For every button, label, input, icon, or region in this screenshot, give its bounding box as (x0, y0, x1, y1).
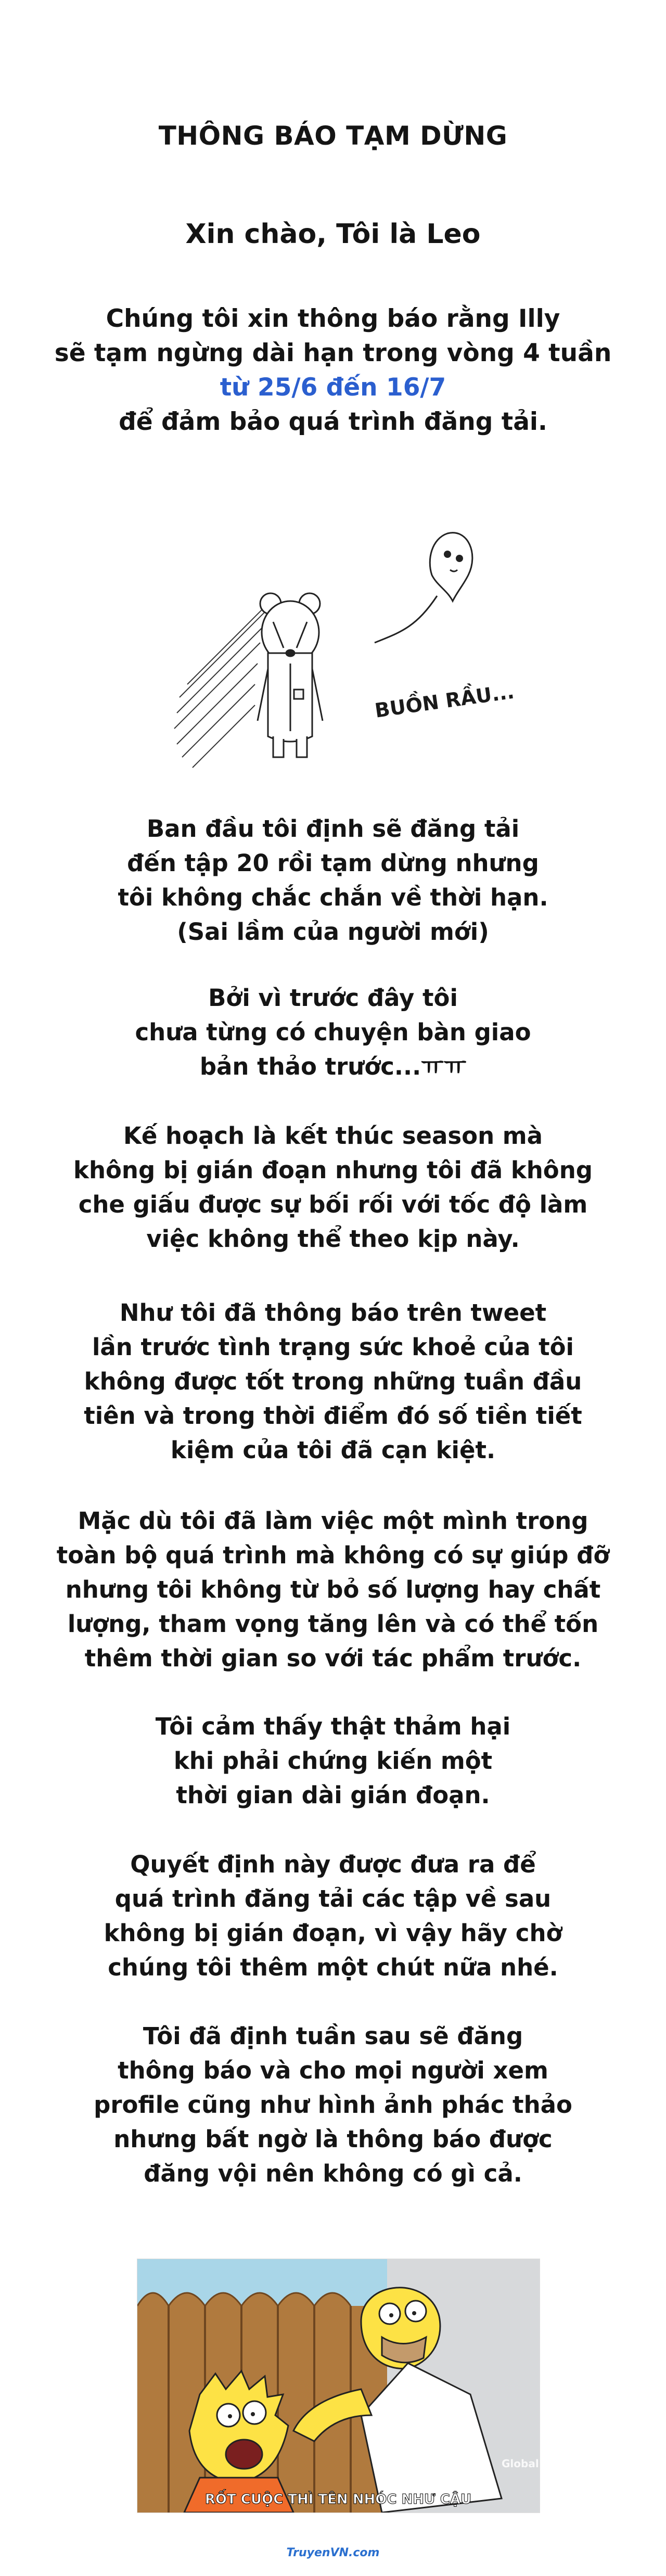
intro-dates: từ 25/6 đến 16/7 (220, 373, 446, 402)
paragraph-line: Kế hoạch là kết thúc season mà (123, 1122, 543, 1150)
title-text: THÔNG BÁO TẠM DỪNG (158, 121, 508, 151)
paragraph-line: thêm thời gian so với tác phẩm trước. (84, 1644, 582, 1672)
paragraph-2 (0, 981, 666, 1084)
paragraph-line: nhưng tôi không từ bỏ số lượng hay chất (65, 1576, 601, 1603)
sad-bear-illustration (156, 513, 520, 783)
paragraph-line: lượng, tham vọng tăng lên và có thể tốn (67, 1610, 599, 1638)
scene-subtitle: RỐT CUỘC THÌ TÊN NHÓC NHƯ CẬU (204, 2492, 472, 2507)
paragraph-line: Tôi đã định tuần sau sẽ đăng (143, 2022, 523, 2050)
paragraph-line: không bị gián đoạn, vì vậy hãy chờ (104, 1919, 562, 1947)
paragraph-1 (0, 812, 666, 949)
paragraph-7 (0, 1847, 666, 1985)
paragraph-line: không bị gián đoạn nhưng tôi đã không (73, 1156, 593, 1184)
paragraph-line: toàn bộ quá trình mà không có sự giúp đỡ (56, 1541, 610, 1569)
paragraph-line: thông báo và cho mọi người xem (118, 2057, 548, 2084)
paragraph-line: Bởi vì trước đây tôi (208, 984, 458, 1012)
paragraph-line: không được tốt trong những tuần đầu (84, 1368, 582, 1395)
greeting-text: Xin chào, Tôi là Leo (185, 219, 481, 250)
paragraph-line: che giấu được sự bối rối với tốc độ làm (78, 1191, 588, 1218)
paragraph-line: tiên và trong thời điểm đó số tiền tiết (84, 1402, 582, 1430)
paragraph-line: Như tôi đã thông báo trên tweet (119, 1299, 547, 1327)
paragraph-line: Mặc dù tôi đã làm việc một mình trong (78, 1507, 588, 1535)
paragraph-line: đăng vội nên không có gì cả. (144, 2160, 522, 2187)
paragraph-line: lần trước tình trạng sức khoẻ của tôi (92, 1333, 574, 1361)
watermark-part-1: Truyen (286, 2546, 330, 2559)
paragraph-line: tôi không chắc chắn về thời hạn. (118, 884, 548, 911)
paragraph-line: việc không thể theo kịp này. (146, 1225, 520, 1253)
paragraph-line: kiệm của tôi đã cạn kiệt. (170, 1436, 496, 1464)
paragraph-4 (0, 1296, 666, 1468)
paragraph-line: (Sai lầm của người mới) (177, 918, 489, 946)
paragraph-5 (0, 1504, 666, 1676)
paragraph-line: nhưng bất ngờ là thông báo được (113, 2125, 553, 2153)
bear-icon (258, 593, 323, 757)
paragraph-line: đến tập 20 rồi tạm dừng nhưng (127, 849, 539, 877)
cartoon-scene-image (137, 2259, 540, 2513)
paragraph-line: chưa từng có chuyện bàn giao (135, 1018, 531, 1046)
paragraph-8 (0, 2019, 666, 2191)
paragraph-6 (0, 1710, 666, 1813)
paragraph-line: quá trình đăng tải các tập về sau (114, 1885, 552, 1912)
paragraph-line: chúng tôi thêm một chút nữa nhé. (108, 1954, 558, 1981)
ghost-icon (430, 533, 472, 601)
rain-streaks (174, 596, 276, 768)
illustration-caption: BUỒN RẦU... (373, 680, 516, 722)
paragraph-line: Ban đầu tôi định sẽ đăng tải (146, 815, 520, 843)
soul-trail (375, 596, 437, 643)
intro-line-2: sẽ tạm ngừng dài hạn trong vòng 4 tuần (54, 339, 612, 367)
watermark-part-3: .com (349, 2546, 380, 2559)
paragraph-line: profile cũng như hình ảnh phác thảo (94, 2091, 572, 2119)
paragraph-line: Quyết định này được đưa ra để (130, 1851, 536, 1878)
paragraph-line: Tôi cảm thấy thật thảm hại (155, 1713, 511, 1740)
paragraph-line: thời gian dài gián đoạn. (176, 1781, 490, 1809)
intro-announcement (0, 302, 666, 439)
paragraph-line: khi phải chứng kiến một (173, 1747, 493, 1775)
paragraph-line: bản thảo trước...ㅠㅠ (199, 1053, 467, 1080)
intro-line-1: Chúng tôi xin thông báo rằng Illy (106, 304, 560, 333)
page-title (0, 121, 666, 151)
paragraph-3 (0, 1119, 666, 1256)
greeting (0, 219, 666, 250)
watermark-part-2: VN (330, 2546, 349, 2559)
channel-logo: Global (502, 2457, 539, 2470)
intro-line-4: để đảm bảo quá trình đăng tải. (119, 407, 547, 436)
site-watermark (0, 2546, 666, 2559)
